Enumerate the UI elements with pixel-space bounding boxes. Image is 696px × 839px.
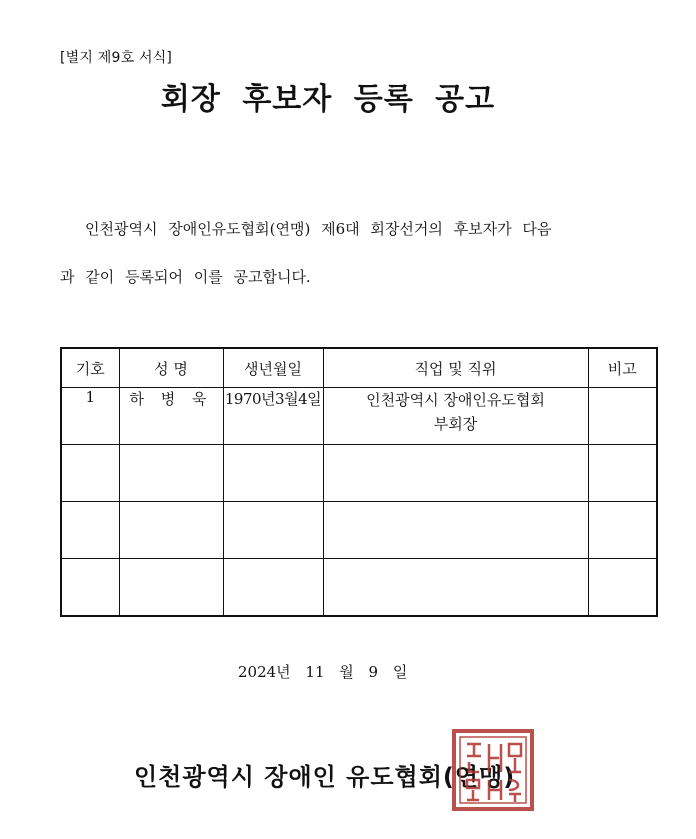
table-row-empty: [61, 445, 657, 502]
header-birthdate: 생년월일: [223, 348, 323, 388]
header-name: 성 명: [119, 348, 223, 388]
candidate-occupation: [323, 388, 588, 445]
announcement-date: 2024년 11 월 9 일: [238, 663, 408, 681]
empty-cell: [323, 445, 588, 502]
header-number: 기호: [61, 348, 119, 388]
occupation-line1: 인천광역시 장애인유도협회: [366, 391, 545, 409]
empty-cell: [61, 445, 119, 502]
notice-text-line2: 과 같이 등록되어 이를 공고합니다.: [60, 268, 311, 286]
candidate-number: 1: [61, 388, 119, 445]
table-row-empty: [61, 559, 657, 617]
form-label: [별지 제9호 서식]: [60, 50, 173, 66]
organization-name: 인천광역시 장애인 유도협회(연맹): [134, 763, 516, 791]
empty-cell: [223, 559, 323, 617]
table-header-row: [61, 348, 657, 388]
occupation-line2: 부회장: [433, 415, 478, 433]
empty-cell: [223, 445, 323, 502]
empty-cell: [588, 445, 657, 502]
empty-cell: [588, 559, 657, 617]
page-title: 회장 후보자 등록 공고: [160, 82, 496, 117]
notice-text-line1: 인천광역시 장애인유도협회(연맹) 제6대 회장선거의 후보자가 다음: [85, 220, 552, 238]
candidate-remarks: [588, 388, 657, 445]
table-row: [61, 388, 657, 445]
empty-cell: [61, 559, 119, 617]
empty-cell: [119, 559, 223, 617]
empty-cell: [61, 502, 119, 559]
table-row-empty: [61, 502, 657, 559]
official-seal-icon: [451, 728, 535, 812]
empty-cell: [323, 559, 588, 617]
candidate-table: [60, 347, 658, 617]
empty-cell: [119, 445, 223, 502]
empty-cell: [588, 502, 657, 559]
candidate-name: 하 병 욱: [119, 388, 223, 445]
candidate-birthdate: 1970년3월4일: [223, 388, 323, 445]
header-remarks: 비고: [588, 348, 657, 388]
empty-cell: [119, 502, 223, 559]
empty-cell: [323, 502, 588, 559]
empty-cell: [223, 502, 323, 559]
header-occupation: 직업 및 직위: [323, 348, 588, 388]
